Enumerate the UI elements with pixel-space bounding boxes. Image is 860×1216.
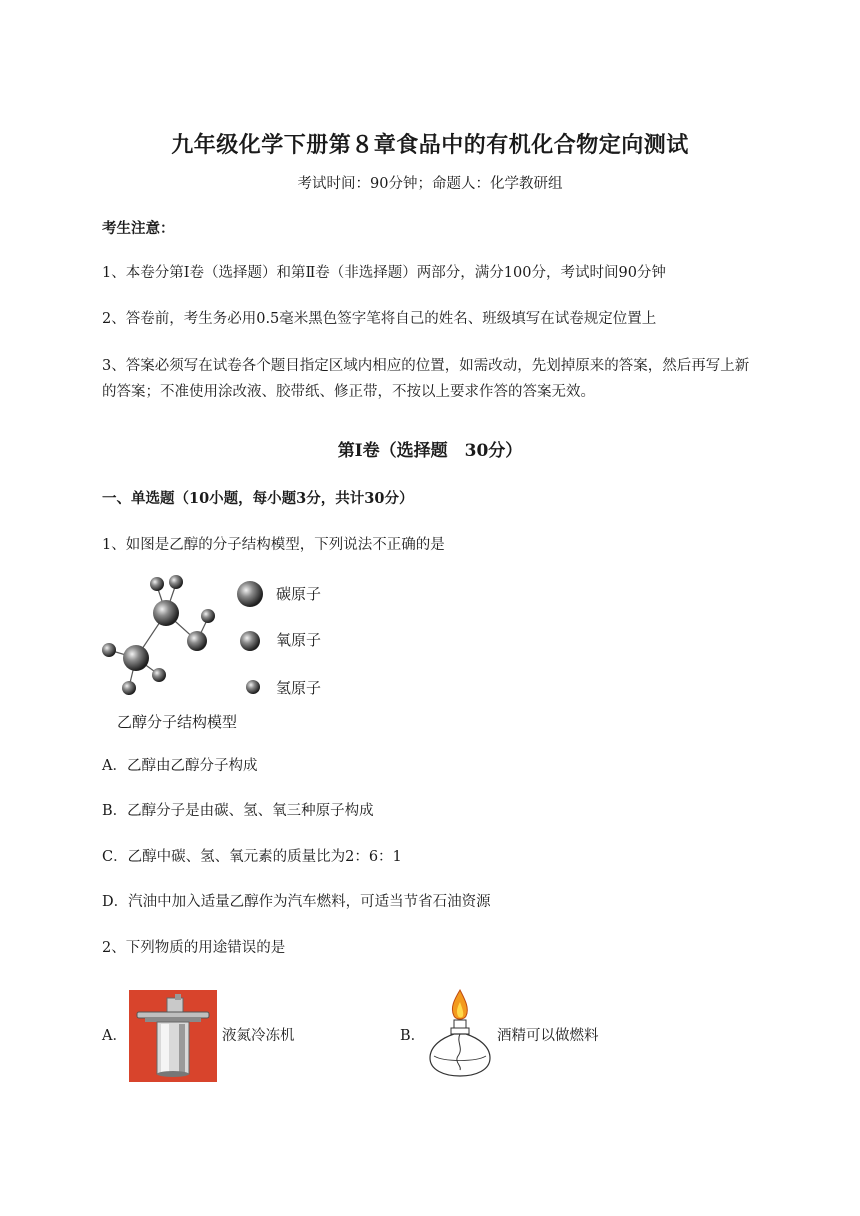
hydrogen-atom: [152, 668, 166, 682]
molecule-atoms: [102, 575, 215, 695]
notice-item-1: 1、本卷分第Ⅰ卷（选择题）和第Ⅱ卷（非选择题）两部分，满分100分，考试时间90分钟: [102, 265, 666, 281]
carbon-atom: [153, 600, 179, 626]
section-title: 第Ⅰ卷（选择题 30分）: [337, 441, 523, 461]
carbon-atom: [123, 645, 149, 671]
hydrogen-atom: [102, 643, 116, 657]
oxygen-atom: [187, 631, 207, 651]
hydrogen-atom: [169, 575, 183, 589]
legend-carbon-ball: [237, 581, 263, 607]
legend-hydrogen-label: 氢原子: [276, 679, 322, 697]
question-2-option-b-letter: B．: [400, 1028, 426, 1044]
question-1-option-b: B．乙醇分子是由碳、氢、氧三种原子构成: [102, 803, 374, 819]
hydrogen-atom: [122, 681, 136, 695]
notice-item-3: 3、答案必须写在试卷各个题目指定区域内相应的位置，如需改动，先划掉原来的答案，然后再写上新: [102, 358, 750, 374]
question-2-option-b-text: 酒精可以做燃料: [497, 1028, 599, 1044]
exam-title: 九年级化学下册第８章食品中的有机化合物定向测试: [171, 132, 689, 158]
part-heading: 一、单选题（10小题，每小题3分，共计30分）: [102, 490, 414, 507]
alcohol-lamp-image: [424, 986, 496, 1080]
question-2-option-a-text: 液氮冷冻机: [222, 1028, 295, 1044]
question-1-stem: 1、如图是乙醇的分子结构模型，下列说法不正确的是: [102, 537, 445, 553]
hydrogen-atom: [150, 577, 164, 591]
question-1-option-d: D．汽油中加入适量乙醇作为汽车燃料，可适当节省石油资源: [102, 894, 491, 910]
notice-item-2: 2、答卷前，考生务必用0.5毫米黑色签字笔将自己的姓名、班级填写在试卷规定位置上: [102, 311, 657, 327]
notice-heading: 考生注意：: [102, 220, 175, 237]
liquid-nitrogen-freezer-image: [129, 990, 217, 1082]
molecule-legend-balls: [237, 581, 263, 694]
exam-subtitle: 考试时间：90分钟；命题人：化学教研组: [297, 176, 563, 192]
question-1-option-c: C．乙醇中碳、氢、氧元素的质量比为2：6：1: [102, 849, 402, 865]
question-2-option-a-letter: A．: [102, 1028, 127, 1044]
hydrogen-atom: [201, 609, 215, 623]
figure-caption: 乙醇分子结构模型: [117, 713, 238, 731]
question-1-option-a: A．乙醇由乙醇分子构成: [102, 758, 258, 774]
legend-carbon-label: 碳原子: [276, 585, 322, 603]
question-2-stem: 2、下列物质的用途错误的是: [102, 940, 286, 956]
legend-hydrogen-ball: [246, 680, 260, 694]
notice-item-3-continued: 的答案；不准使用涂改液、胶带纸、修正带，不按以上要求作答的答案无效。: [102, 384, 595, 400]
legend-oxygen-label: 氧原子: [276, 631, 322, 649]
legend-oxygen-ball: [240, 631, 260, 651]
